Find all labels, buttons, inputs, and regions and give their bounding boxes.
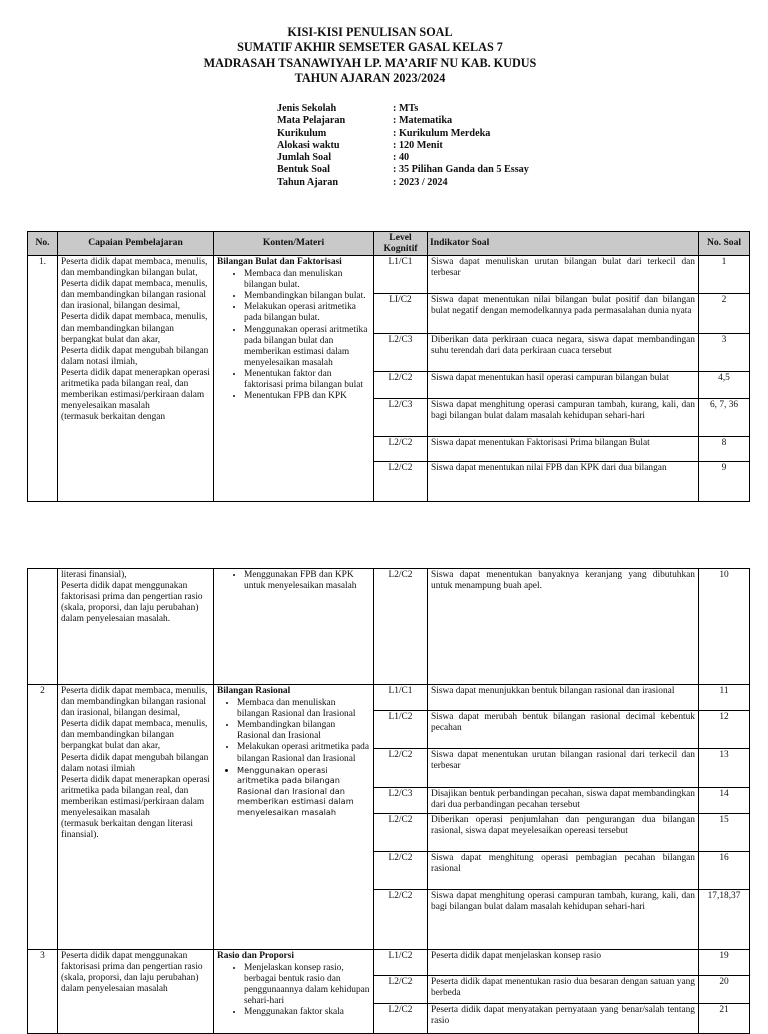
- indikator-soal: Siswa dapat merubah bentuk bilangan rasional decimal kebentuk pecahan: [428, 711, 699, 749]
- nomor-soal: 6, 7, 36: [699, 399, 750, 437]
- meta-value: : Kurikulum Merdeka: [393, 127, 491, 139]
- indikator-soal: Peserta didik dapat menyatakan pernyataan yang benar/salah tentang rasio: [428, 1004, 699, 1034]
- level-kognitif: L2/C2: [374, 749, 428, 788]
- nomor-soal: 20: [699, 976, 750, 1004]
- nomor-soal: 19: [699, 950, 750, 976]
- list-item: • Menentukan FPB dan KPK: [244, 391, 370, 402]
- level-kognitif: L1/C1: [374, 256, 428, 294]
- list-item: • Menentukan faktor dan faktorisasi prima bilangan bulat: [244, 369, 370, 391]
- indikator-soal: Disajikan bentuk perbandingan pecahan, siswa dapat membandingkan dari dua perbandingan pecahan tersebut: [428, 788, 699, 814]
- nomor-soal: 2: [699, 294, 750, 334]
- konten-title: Bilangan Bulat dan Faktorisasi: [217, 257, 342, 267]
- konten-list: [217, 269, 370, 402]
- konten-list: [217, 698, 370, 818]
- nomor-soal: 10: [699, 569, 750, 685]
- indikator-soal: Diberikan data perkiraan cuaca negara, siswa dapat membandingan suhu terendah dari data perkiraan cuaca tersebut: [428, 334, 699, 372]
- level-kognitif: L1/C2: [374, 950, 428, 976]
- level-kognitif: L1/C2: [374, 711, 428, 749]
- level-kognitif: L2/C3: [374, 788, 428, 814]
- meta-row: [277, 115, 529, 127]
- konten-materi: [214, 950, 374, 1034]
- meta-row: [277, 177, 529, 189]
- level-kognitif: L2/C2: [374, 976, 428, 1004]
- indikator-soal: Siswa dapat menentukan hasil operasi campuran bilangan bulat: [428, 372, 699, 399]
- nomor-soal: 9: [699, 462, 750, 502]
- title-line-3: MADRASAH TSANAWIYAH LP. MA’ARIF NU KAB. KUDUS: [203, 55, 537, 70]
- nomor-soal: 16: [699, 852, 750, 890]
- indikator-soal: Siswa dapat menentukan banyaknya keranjang yang dibutuhkan untuk menampung buah apel.: [428, 569, 699, 685]
- row-number: [28, 569, 58, 685]
- document-title: [0, 25, 740, 87]
- indikator-soal: Siswa dapat menentukan nilai bilangan bulat positif dan bilangan bulat negatif dengan memodelkannya pada permasalahan dunia nyata: [428, 294, 699, 334]
- nomor-soal: 14: [699, 788, 750, 814]
- list-item: • Menggunakan operasi aritmetika pada bilangan Rasional dan Irasional dan memberikan estimasi dalam menyelesaikan masalah: [237, 765, 370, 818]
- header-no: No.: [28, 232, 58, 256]
- header-indikator: Indikator Soal: [428, 232, 699, 256]
- meta-value: : 40: [393, 152, 410, 164]
- list-item: • Membaca dan menuliskan bilangan Rasional dan Irasional: [237, 698, 370, 720]
- indikator-soal: Siswa dapat menentukan urutan bilangan rasional dari terkecil dan terbesar: [428, 749, 699, 788]
- level-kognitif: L2/C2: [374, 372, 428, 399]
- nomor-soal: 8: [699, 437, 750, 462]
- row-number: 1.: [28, 256, 58, 502]
- level-kognitif: L2/C2: [374, 462, 428, 502]
- konten-list: [217, 570, 370, 592]
- level-kognitif: LI/C2: [374, 294, 428, 334]
- level-kognitif: L2/C2: [374, 814, 428, 852]
- konten-title: Rasio dan Proporsi: [217, 951, 294, 961]
- konten-materi: [214, 256, 374, 502]
- list-item: • Membaca dan menuliskan bilangan bulat.: [244, 269, 370, 291]
- meta-label: Bentuk Soal: [277, 164, 330, 176]
- meta-row: [277, 164, 529, 176]
- meta-label: Tahun Ajaran: [277, 176, 339, 188]
- table-row: [28, 569, 750, 685]
- level-kognitif: L2/C2: [374, 1004, 428, 1034]
- indikator-soal: Siswa dapat menentukan nilai FPB dan KPK dari dua bilangan: [428, 462, 699, 502]
- title-line-2: SUMATIF AKHIR SEMSETER GASAL KELAS 7: [237, 40, 503, 55]
- nomor-soal: 21: [699, 1004, 750, 1034]
- list-item: • Menjelaskan konsep rasio, berbagai bentuk rasio dan penggunaannya dalam kehidupan sehari-hari: [244, 963, 370, 1007]
- level-kognitif: L2/C2: [374, 437, 428, 462]
- nomor-soal: 3: [699, 334, 750, 372]
- meta-value: : Matematika: [393, 115, 453, 127]
- kisi-kisi-table-part-1: [27, 231, 750, 502]
- meta-row: [277, 152, 529, 164]
- header-konten: Konten/Materi: [214, 232, 374, 256]
- indikator-soal: Siswa dapat menghitung operasi campuran tambah, kurang, kali, dan bagi bilangan bulat dalam masalah kehidupan sehari-hari: [428, 890, 699, 950]
- indikator-soal: Siswa dapat menghitung operasi pembagian pecahan bilangan rasional: [428, 852, 699, 890]
- meta-value: : MTs: [393, 103, 419, 114]
- meta-label: Alokasi waktu: [277, 139, 340, 151]
- list-item: • Menggunakan operasi aritmetika pada bilangan bulat dan memberikan estimasi dalam menyelesaikan masalah: [244, 325, 370, 369]
- konten-list: [217, 963, 370, 1018]
- table-header-row: [28, 232, 750, 256]
- capaian-pembelajaran: literasi finansial), Peserta didik dapat menggunakan faktorisasi prima dan pengertian rasio (skala, proporsi, dan laju perubahan) dalam penyelesaian masalah.: [58, 569, 214, 685]
- meta-label: Jenis Sekolah: [277, 103, 337, 114]
- nomor-soal: 15: [699, 814, 750, 852]
- table-row: [28, 256, 750, 294]
- nomor-soal: 1: [699, 256, 750, 294]
- indikator-soal: Siswa dapat menunjukkan bentuk bilangan rasional dan irasional: [428, 685, 699, 711]
- meta-value: : 2023 / 2024: [393, 176, 448, 188]
- list-item: • Membandingkan bilangan Rasional dan Irasional: [237, 720, 370, 742]
- list-item: • Melakukan operasi aritmetika pada bilangan Rasional dan Irasional: [237, 742, 370, 764]
- konten-materi: [214, 685, 374, 950]
- level-kognitif: L1/C1: [374, 685, 428, 711]
- meta-value: : 35 Pilihan Ganda dan 5 Essay: [393, 164, 529, 176]
- nomor-soal: 13: [699, 749, 750, 788]
- konten-title: Bilangan Rasional: [217, 686, 291, 696]
- kisi-kisi-table-part-2: [27, 568, 750, 1034]
- level-kognitif: L2/C3: [374, 334, 428, 372]
- list-item: • Menggunakan FPB dan KPK untuk menyelesaikan masalah: [244, 570, 370, 592]
- indikator-soal: Diberikan operasi penjumlahan dan pengurangan dua bilangan rasional, siswa dapat meyelesaikan opereasi tersebut: [428, 814, 699, 852]
- list-item: • Membandingkan bilangan bulat.: [244, 291, 370, 302]
- row-number: 3: [28, 950, 58, 1034]
- indikator-soal: Siswa dapat menuliskan urutan bilangan bulat dari terkecil dan terbesar: [428, 256, 699, 294]
- table-row: [28, 950, 750, 976]
- row-number: 2: [28, 685, 58, 950]
- indikator-soal: Siswa dapat menentukan Faktorisasi Prima bilangan Bulat: [428, 437, 699, 462]
- capaian-pembelajaran: Peserta didik dapat membaca, menulis, dan membandingkan bilangan bulat, Peserta didik dapat membaca, menulis, dan membandingkan bilangan rasional dan irasional, bilangan desimal, Peserta didik dapat membaca, menulis, dan membandingkan bilangan berpangkat bulat dan akar, Peserta didik dapat mengubah bilangan dalam notasi ilmiah, Peserta didik dapat menerapkan operasi aritmetika pada bilangan real, dan memberikan estimasi/perkiraan dalam menyelesaikan masalah (termasuk berkaitan dengan: [58, 256, 214, 502]
- meta-label: Mata Pelajaran: [277, 115, 346, 127]
- nomor-soal: 12: [699, 711, 750, 749]
- meta-row: [277, 128, 529, 140]
- document-metadata: [277, 103, 529, 189]
- list-item: • Melakukan operasi aritmetika pada bilangan bulat.: [244, 302, 370, 324]
- level-kognitif: L2/C3: [374, 399, 428, 437]
- nomor-soal: 4,5: [699, 372, 750, 399]
- level-kognitif: L2/C2: [374, 890, 428, 950]
- meta-value: : 120 Menit: [393, 139, 443, 151]
- title-line-1: KISI-KISI PENULISAN SOAL: [287, 25, 453, 39]
- indikator-soal: Siswa dapat menghitung operasi campuran tambah, kurang, kali, dan bagi bilangan bulat dalam masalah kehidupan sehari-hari: [428, 399, 699, 437]
- indikator-soal: Peserta didik dapat menentukan rasio dua besaran dengan satuan yang berbeda: [428, 976, 699, 1004]
- meta-label: Kurikulum: [277, 127, 327, 139]
- title-line-4: TAHUN AJARAN 2023/2024: [294, 71, 446, 86]
- indikator-soal: Peserta didik dapat menjelaskan konsep rasio: [428, 950, 699, 976]
- capaian-pembelajaran: Peserta didik dapat membaca, menulis, dan membandingkan bilangan rasional dan irasional, bilangan desimal, Peserta didik dapat membaca, menulis, dan membandingkan bilangan berpangkat bulat dan akar, Peserta didik dapat mengubah bilangan dalam notasi ilmiah Peserta didik dapat menerapkan operasi aritmetika pada bilangan real, dan memberikan estimasi/perkiraan dalam menyelesaikan masalah (termasuk berkaitan dengan literasi finansial).: [58, 685, 214, 950]
- level-kognitif: L2/C2: [374, 569, 428, 685]
- header-capaian: Capaian Pembelajaran: [58, 232, 214, 256]
- meta-row: [277, 103, 529, 115]
- meta-label: Jumlah Soal: [277, 152, 332, 164]
- level-kognitif: L2/C2: [374, 852, 428, 890]
- nomor-soal: 11: [699, 685, 750, 711]
- header-level: Level Kognitif: [374, 232, 428, 256]
- meta-row: [277, 140, 529, 152]
- table-row: [28, 685, 750, 711]
- nomor-soal: 17,18,37: [699, 890, 750, 950]
- konten-materi: [214, 569, 374, 685]
- header-nosoal: No. Soal: [699, 232, 750, 256]
- capaian-pembelajaran: Peserta didik dapat menggunakan faktorisasi prima dan pengertian rasio (skala, proporsi, dan laju perubahan) dalam penyelesaian masalah: [58, 950, 214, 1034]
- list-item: • Menggunakan faktor skala: [244, 1007, 370, 1018]
